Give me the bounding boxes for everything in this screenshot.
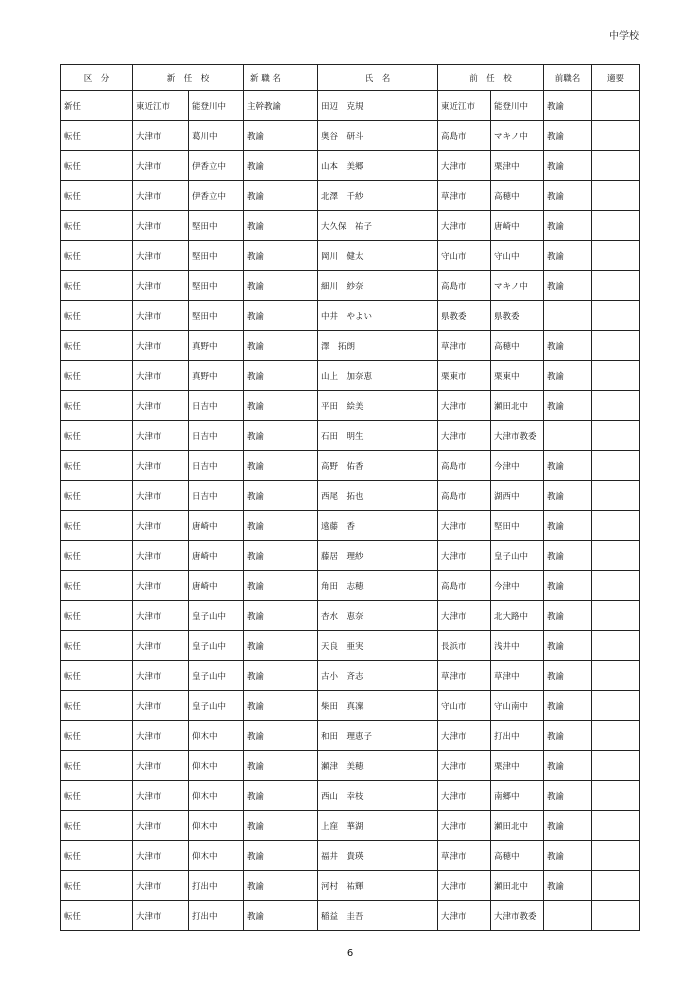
cell-new-school: 打出中 <box>189 871 244 901</box>
cell-name: 岡川 健太 <box>318 241 438 271</box>
cell-new-title: 教諭 <box>244 271 318 301</box>
cell-name: 高野 佑香 <box>318 451 438 481</box>
cell-prev-title: 教諭 <box>544 841 592 871</box>
cell-new-city: 大津市 <box>133 691 189 721</box>
cell-prev-title: 教諭 <box>544 391 592 421</box>
cell-new-city: 大津市 <box>133 481 189 511</box>
cell-new-city: 大津市 <box>133 871 189 901</box>
cell-kubun: 転任 <box>61 601 133 631</box>
cell-kubun: 転任 <box>61 361 133 391</box>
cell-name: 古小 斉志 <box>318 661 438 691</box>
table-row <box>61 571 640 601</box>
cell-prev-city: 大津市 <box>438 151 491 181</box>
cell-name: 北澤 千紗 <box>318 181 438 211</box>
cell-new-school: 皇子山中 <box>189 631 244 661</box>
cell-name: 細川 紗奈 <box>318 271 438 301</box>
cell-new-title: 教諭 <box>244 121 318 151</box>
cell-prev-title: 教諭 <box>544 511 592 541</box>
cell-prev-school: 栗津中 <box>491 151 544 181</box>
cell-note <box>592 691 640 721</box>
cell-name: 上窪 華湖 <box>318 811 438 841</box>
cell-prev-city: 高島市 <box>438 571 491 601</box>
cell-note <box>592 541 640 571</box>
cell-prev-city: 草津市 <box>438 841 491 871</box>
cell-note <box>592 721 640 751</box>
cell-new-school: 仰木中 <box>189 721 244 751</box>
cell-kubun: 転任 <box>61 391 133 421</box>
cell-new-title: 教諭 <box>244 541 318 571</box>
table-row <box>61 241 640 271</box>
cell-new-city: 大津市 <box>133 331 189 361</box>
cell-new-title: 教諭 <box>244 511 318 541</box>
cell-new-title: 教諭 <box>244 421 318 451</box>
cell-prev-school: 瀬田北中 <box>491 811 544 841</box>
cell-new-school: 唐崎中 <box>189 541 244 571</box>
cell-new-city: 大津市 <box>133 751 189 781</box>
cell-new-city: 大津市 <box>133 601 189 631</box>
cell-new-title: 教諭 <box>244 241 318 271</box>
cell-prev-school: 湖西中 <box>491 481 544 511</box>
cell-prev-city: 長浜市 <box>438 631 491 661</box>
cell-note <box>592 241 640 271</box>
cell-prev-city: 大津市 <box>438 811 491 841</box>
cell-new-school: 伊香立中 <box>189 181 244 211</box>
cell-kubun: 新任 <box>61 91 133 121</box>
cell-kubun: 転任 <box>61 841 133 871</box>
cell-new-school: 真野中 <box>189 331 244 361</box>
cell-prev-school: 堅田中 <box>491 511 544 541</box>
cell-prev-title: 教諭 <box>544 331 592 361</box>
cell-prev-city: 高島市 <box>438 481 491 511</box>
cell-new-city: 大津市 <box>133 121 189 151</box>
table-row <box>61 691 640 721</box>
cell-kubun: 転任 <box>61 751 133 781</box>
cell-prev-title <box>544 421 592 451</box>
cell-new-school: 仰木中 <box>189 841 244 871</box>
cell-prev-title: 教諭 <box>544 601 592 631</box>
cell-prev-city: 大津市 <box>438 421 491 451</box>
cell-new-title: 教諭 <box>244 601 318 631</box>
cell-name: 澤 拓朗 <box>318 331 438 361</box>
table-row <box>61 451 640 481</box>
cell-prev-city: 守山市 <box>438 691 491 721</box>
table-row <box>61 811 640 841</box>
table-row <box>61 481 640 511</box>
table-row <box>61 601 640 631</box>
cell-new-city: 大津市 <box>133 181 189 211</box>
cell-prev-city: 東近江市 <box>438 91 491 121</box>
cell-prev-school: 守山中 <box>491 241 544 271</box>
cell-prev-title: 教諭 <box>544 211 592 241</box>
cell-kubun: 転任 <box>61 211 133 241</box>
cell-prev-title: 教諭 <box>544 721 592 751</box>
cell-note <box>592 301 640 331</box>
table-row <box>61 841 640 871</box>
table-row <box>61 751 640 781</box>
cell-note <box>592 841 640 871</box>
cell-kubun: 転任 <box>61 301 133 331</box>
cell-note <box>592 751 640 781</box>
cell-new-title: 教諭 <box>244 211 318 241</box>
cell-note <box>592 451 640 481</box>
cell-prev-school: 北大路中 <box>491 601 544 631</box>
cell-new-city: 大津市 <box>133 361 189 391</box>
table-body <box>61 91 640 931</box>
cell-new-city: 大津市 <box>133 571 189 601</box>
cell-new-city: 大津市 <box>133 841 189 871</box>
cell-name: 山上 加奈恵 <box>318 361 438 391</box>
cell-new-school: 仰木中 <box>189 751 244 781</box>
cell-new-title: 教諭 <box>244 451 318 481</box>
cell-prev-city: 高島市 <box>438 451 491 481</box>
cell-prev-school: 県教委 <box>491 301 544 331</box>
table-row <box>61 541 640 571</box>
cell-new-title: 教諭 <box>244 361 318 391</box>
cell-new-city: 大津市 <box>133 901 189 931</box>
cell-new-school: 真野中 <box>189 361 244 391</box>
cell-prev-city: 栗東市 <box>438 361 491 391</box>
cell-prev-title: 教諭 <box>544 811 592 841</box>
cell-prev-title: 教諭 <box>544 241 592 271</box>
cell-note <box>592 181 640 211</box>
cell-kubun: 転任 <box>61 661 133 691</box>
table-row <box>61 631 640 661</box>
cell-new-title: 主幹教諭 <box>244 91 318 121</box>
table-row <box>61 121 640 151</box>
cell-new-title: 教諭 <box>244 631 318 661</box>
cell-new-school: 日吉中 <box>189 391 244 421</box>
cell-note <box>592 571 640 601</box>
cell-name: 中井 やよい <box>318 301 438 331</box>
cell-prev-city: 県教委 <box>438 301 491 331</box>
cell-prev-school: 大津市教委 <box>491 421 544 451</box>
cell-note <box>592 151 640 181</box>
cell-kubun: 転任 <box>61 121 133 151</box>
cell-new-title: 教諭 <box>244 721 318 751</box>
cell-prev-school: 皇子山中 <box>491 541 544 571</box>
cell-prev-title: 教諭 <box>544 271 592 301</box>
cell-name: 天良 亜実 <box>318 631 438 661</box>
cell-new-school: 伊香立中 <box>189 151 244 181</box>
cell-note <box>592 871 640 901</box>
header-kubun: 区 分 <box>61 65 133 91</box>
cell-note <box>592 361 640 391</box>
cell-note <box>592 421 640 451</box>
table-row <box>61 271 640 301</box>
header-prev-title: 前職名 <box>544 65 592 91</box>
cell-prev-title: 教諭 <box>544 661 592 691</box>
cell-name: 藤居 理紗 <box>318 541 438 571</box>
cell-kubun: 転任 <box>61 901 133 931</box>
cell-kubun: 転任 <box>61 451 133 481</box>
cell-kubun: 転任 <box>61 781 133 811</box>
cell-prev-title: 教諭 <box>544 871 592 901</box>
cell-prev-title: 教諭 <box>544 691 592 721</box>
cell-new-title: 教諭 <box>244 301 318 331</box>
cell-new-city: 大津市 <box>133 391 189 421</box>
cell-note <box>592 811 640 841</box>
cell-kubun: 転任 <box>61 511 133 541</box>
cell-name: 柴田 真凜 <box>318 691 438 721</box>
cell-new-school: 日吉中 <box>189 451 244 481</box>
table-row <box>61 661 640 691</box>
cell-name: 奥谷 研斗 <box>318 121 438 151</box>
cell-new-school: 仰木中 <box>189 781 244 811</box>
cell-note <box>592 331 640 361</box>
cell-new-title: 教諭 <box>244 661 318 691</box>
cell-prev-school: 今津中 <box>491 571 544 601</box>
cell-prev-city: 大津市 <box>438 391 491 421</box>
cell-new-city: 大津市 <box>133 151 189 181</box>
cell-prev-title: 教諭 <box>544 541 592 571</box>
cell-note <box>592 481 640 511</box>
personnel-table <box>60 64 640 931</box>
header-new-post: 新 任 校 <box>133 65 244 91</box>
table-row <box>61 91 640 121</box>
cell-name: 角田 志穂 <box>318 571 438 601</box>
cell-new-title: 教諭 <box>244 391 318 421</box>
cell-new-title: 教諭 <box>244 811 318 841</box>
table-row <box>61 181 640 211</box>
table-row <box>61 721 640 751</box>
cell-new-title: 教諭 <box>244 481 318 511</box>
table-row <box>61 301 640 331</box>
cell-name: 河村 祐輝 <box>318 871 438 901</box>
cell-name: 福井 貴瑛 <box>318 841 438 871</box>
table-header-row <box>61 65 640 91</box>
cell-prev-title: 教諭 <box>544 481 592 511</box>
cell-new-city: 大津市 <box>133 781 189 811</box>
cell-note <box>592 661 640 691</box>
cell-kubun: 転任 <box>61 721 133 751</box>
header-prev-post: 前 任 校 <box>438 65 544 91</box>
cell-prev-city: 大津市 <box>438 781 491 811</box>
table-row <box>61 421 640 451</box>
cell-note <box>592 271 640 301</box>
cell-prev-title: 教諭 <box>544 121 592 151</box>
cell-prev-city: 大津市 <box>438 511 491 541</box>
cell-new-title: 教諭 <box>244 871 318 901</box>
cell-note <box>592 211 640 241</box>
cell-new-city: 大津市 <box>133 451 189 481</box>
cell-name: 瀬津 美穂 <box>318 751 438 781</box>
cell-name: 大久保 祐子 <box>318 211 438 241</box>
cell-note <box>592 511 640 541</box>
cell-prev-title <box>544 301 592 331</box>
cell-new-school: 堅田中 <box>189 211 244 241</box>
cell-new-title: 教諭 <box>244 331 318 361</box>
cell-prev-city: 守山市 <box>438 241 491 271</box>
cell-kubun: 転任 <box>61 541 133 571</box>
header-name: 氏 名 <box>318 65 438 91</box>
cell-new-school: 日吉中 <box>189 481 244 511</box>
cell-new-city: 大津市 <box>133 511 189 541</box>
cell-prev-school: 今津中 <box>491 451 544 481</box>
cell-prev-school: 打出中 <box>491 721 544 751</box>
cell-prev-city: 大津市 <box>438 901 491 931</box>
cell-new-school: 堅田中 <box>189 271 244 301</box>
cell-new-city: 大津市 <box>133 631 189 661</box>
table-row <box>61 871 640 901</box>
cell-name: 山本 美郷 <box>318 151 438 181</box>
cell-note <box>592 901 640 931</box>
cell-new-school: 皇子山中 <box>189 601 244 631</box>
cell-prev-title: 教諭 <box>544 631 592 661</box>
header-notes: 適要 <box>592 65 640 91</box>
cell-name: 平田 絵美 <box>318 391 438 421</box>
cell-new-school: 堅田中 <box>189 241 244 271</box>
cell-prev-school: 南郷中 <box>491 781 544 811</box>
cell-new-city: 大津市 <box>133 211 189 241</box>
cell-prev-school: 瀬田北中 <box>491 871 544 901</box>
cell-new-school: 打出中 <box>189 901 244 931</box>
cell-kubun: 転任 <box>61 421 133 451</box>
cell-new-title: 教諭 <box>244 901 318 931</box>
cell-name: 稲益 圭吾 <box>318 901 438 931</box>
cell-note <box>592 91 640 121</box>
cell-new-school: 皇子山中 <box>189 661 244 691</box>
cell-new-school: 唐崎中 <box>189 571 244 601</box>
cell-new-school: 皇子山中 <box>189 691 244 721</box>
cell-name: 西山 幸枝 <box>318 781 438 811</box>
cell-prev-school: 能登川中 <box>491 91 544 121</box>
cell-prev-school: 瀬田北中 <box>491 391 544 421</box>
cell-new-title: 教諭 <box>244 751 318 781</box>
cell-new-school: 堅田中 <box>189 301 244 331</box>
cell-prev-city: 草津市 <box>438 331 491 361</box>
cell-prev-city: 大津市 <box>438 871 491 901</box>
document-section-label: 中学校 <box>609 31 639 42</box>
cell-prev-school: 高穂中 <box>491 841 544 871</box>
cell-prev-school: 守山南中 <box>491 691 544 721</box>
table-row <box>61 361 640 391</box>
cell-prev-school: 唐崎中 <box>491 211 544 241</box>
cell-prev-city: 草津市 <box>438 661 491 691</box>
cell-new-city: 大津市 <box>133 241 189 271</box>
cell-new-city: 大津市 <box>133 421 189 451</box>
cell-new-school: 唐崎中 <box>189 511 244 541</box>
cell-prev-title <box>544 901 592 931</box>
cell-prev-title: 教諭 <box>544 91 592 121</box>
cell-kubun: 転任 <box>61 871 133 901</box>
cell-name: 杏水 恵奈 <box>318 601 438 631</box>
cell-kubun: 転任 <box>61 241 133 271</box>
cell-prev-school: 栗津中 <box>491 751 544 781</box>
cell-kubun: 転任 <box>61 181 133 211</box>
table-row <box>61 901 640 931</box>
cell-prev-school: 高穂中 <box>491 331 544 361</box>
page-number: 6 <box>346 948 354 959</box>
cell-kubun: 転任 <box>61 631 133 661</box>
cell-prev-school: 高穂中 <box>491 181 544 211</box>
cell-kubun: 転任 <box>61 331 133 361</box>
cell-prev-city: 大津市 <box>438 601 491 631</box>
cell-new-city: 大津市 <box>133 271 189 301</box>
cell-note <box>592 781 640 811</box>
header-new-title: 新 職 名 <box>244 65 318 91</box>
cell-kubun: 転任 <box>61 811 133 841</box>
cell-new-school: 葛川中 <box>189 121 244 151</box>
cell-prev-title: 教諭 <box>544 151 592 181</box>
cell-prev-city: 大津市 <box>438 721 491 751</box>
cell-new-city: 大津市 <box>133 661 189 691</box>
cell-prev-title: 教諭 <box>544 181 592 211</box>
cell-prev-school: 栗東中 <box>491 361 544 391</box>
cell-new-city: 大津市 <box>133 301 189 331</box>
cell-new-title: 教諭 <box>244 781 318 811</box>
cell-new-city: 大津市 <box>133 541 189 571</box>
cell-prev-city: 大津市 <box>438 541 491 571</box>
cell-prev-school: 草津中 <box>491 661 544 691</box>
cell-new-title: 教諭 <box>244 691 318 721</box>
table-row <box>61 211 640 241</box>
table-row <box>61 331 640 361</box>
cell-new-school: 能登川中 <box>189 91 244 121</box>
cell-name: 遠藤 香 <box>318 511 438 541</box>
cell-new-city: 大津市 <box>133 721 189 751</box>
cell-name: 西尾 拓也 <box>318 481 438 511</box>
cell-new-title: 教諭 <box>244 841 318 871</box>
table-row <box>61 391 640 421</box>
cell-prev-city: 高島市 <box>438 271 491 301</box>
cell-name: 石田 明生 <box>318 421 438 451</box>
cell-prev-school: 大津市教委 <box>491 901 544 931</box>
table-row <box>61 781 640 811</box>
cell-prev-city: 大津市 <box>438 751 491 781</box>
cell-prev-school: マキノ中 <box>491 271 544 301</box>
cell-kubun: 転任 <box>61 151 133 181</box>
cell-name: 田辺 克規 <box>318 91 438 121</box>
cell-prev-city: 大津市 <box>438 211 491 241</box>
cell-prev-title: 教諭 <box>544 451 592 481</box>
cell-name: 和田 理恵子 <box>318 721 438 751</box>
cell-new-school: 仰木中 <box>189 811 244 841</box>
table-row <box>61 151 640 181</box>
cell-kubun: 転任 <box>61 481 133 511</box>
cell-kubun: 転任 <box>61 571 133 601</box>
cell-kubun: 転任 <box>61 691 133 721</box>
cell-note <box>592 391 640 421</box>
table-row <box>61 511 640 541</box>
cell-prev-city: 高島市 <box>438 121 491 151</box>
cell-note <box>592 121 640 151</box>
cell-prev-title: 教諭 <box>544 781 592 811</box>
cell-new-title: 教諭 <box>244 181 318 211</box>
cell-new-city: 東近江市 <box>133 91 189 121</box>
cell-note <box>592 631 640 661</box>
cell-prev-title: 教諭 <box>544 751 592 781</box>
cell-prev-title: 教諭 <box>544 361 592 391</box>
cell-prev-city: 草津市 <box>438 181 491 211</box>
cell-kubun: 転任 <box>61 271 133 301</box>
cell-new-school: 日吉中 <box>189 421 244 451</box>
cell-new-title: 教諭 <box>244 151 318 181</box>
cell-new-title: 教諭 <box>244 571 318 601</box>
cell-new-city: 大津市 <box>133 811 189 841</box>
cell-prev-school: マキノ中 <box>491 121 544 151</box>
cell-note <box>592 601 640 631</box>
cell-prev-title: 教諭 <box>544 571 592 601</box>
cell-prev-school: 浅井中 <box>491 631 544 661</box>
